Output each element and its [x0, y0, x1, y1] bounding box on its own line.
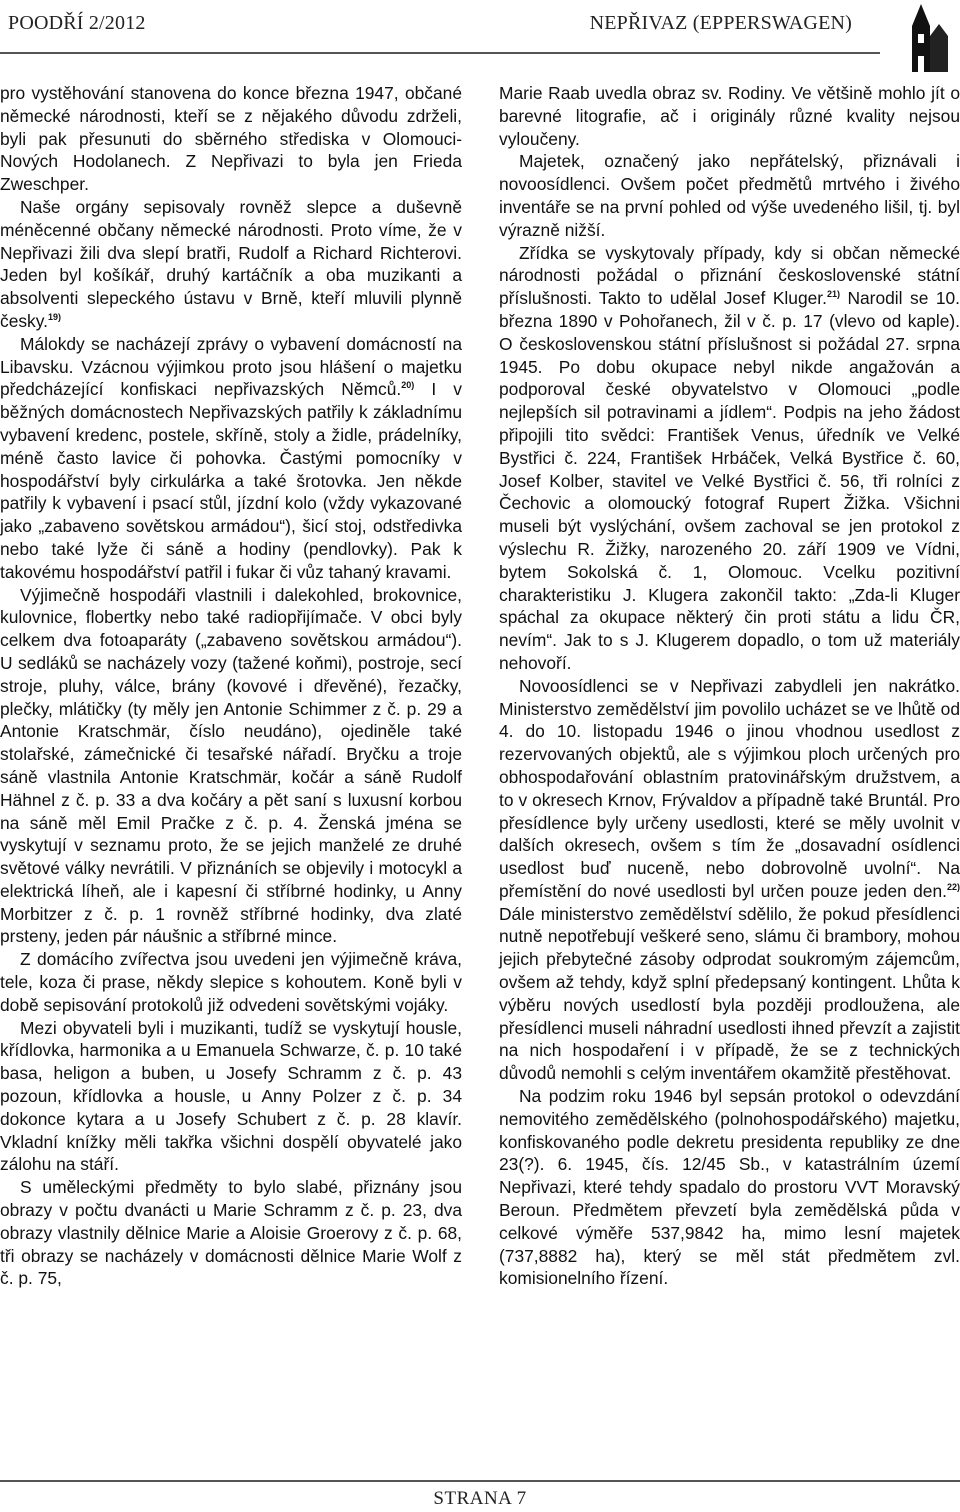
footnote-ref: 20)	[401, 380, 415, 391]
paragraph: Mezi obyvateli byli i muzikanti, tudíž se vyskytují housle, křídlovka, harmonika a u Emanuela Schwarze, č. p. 10 také basa, heligon a buben, u Josefy Schramm z č. p. 43 pozoun, křídlovka a housle, u Anny Polzer z č. p. 34 dokonce kytara a u Josefy Schubert z č. p. 28 klavír. Vkladní knížky měli takřka všichni dospělí obyvatelé jako zálohu na stáří.	[0, 1017, 462, 1175]
right-column	[499, 82, 960, 1290]
article-title: NEPŘIVAZ (EPPERSWAGEN)	[589, 12, 852, 34]
footnote-ref: 22)	[946, 882, 960, 893]
journal-issue: POODŘÍ 2/2012	[8, 12, 146, 34]
paragraph: S uměleckými předměty to bylo slabé, přiznány jsou obrazy v počtu dvanácti u Marie Schramm z č. p. 23, dva obrazy vlastnily dělnice Marie a Aloisie Groerovy z č. p. 68, tři obrazy se nacházely v domácnosti dělnice Marie Wolf z č. p. 75,	[0, 1177, 462, 1289]
paragraph: Naše orgány sepisovaly rovněž slepce a duševně méněcenné občany německé národnosti. Proto víme, že v Nepřivazi žili dva slepí bratři, Rudolf a Richard Richterovi. Jeden byl košíkář, druhý kartáčník a oba muzikanti a absolventi slepeckého ústavu v Brně, kteří mluvili plynně česky.$^{19)}$	[0, 196, 462, 331]
paragraph: Majetek, označený jako nepřátelský, přiznávali i novoosídlenci. Ovšem počet předmětů mrtvého i živého inventáře se na první pohled od výše uvedeného lišil, tj. byl výrazně nižší.	[499, 151, 960, 240]
paragraph: Z domácího zvířectva jsou uvedeni jen výjimečně kráva, tele, koza či prase, někdy slepice s kohoutem. Koně byli v době sepisování protokolů již odvedeni sovětskými vojáky.	[0, 949, 462, 1015]
church-icon	[892, 2, 950, 72]
header-divider	[0, 52, 880, 54]
paragraph: pro vystěhování stanovena do konce března 1947, občané německé národnosti, kteří se z nějakého důvodu zdrželi, byli pak přesunuti do sběrného střediska v Olomouci-Nových Hodolanech. Z Nepřivazi to byla jen Frieda Zweschper.	[0, 83, 462, 195]
paragraph: Málokdy se nacházejí zprávy o vybavení domácností na Libavsku. Vzácnou výjimkou proto jsou hlášení o majetku předcházející konfiskaci nepřivazských Němců.$^{20)}$ I v běžných domácnostech Nepřivazských patřily k základnímu vybavení kredenc, postele, skříně, stoly a židle, prádelníky, méně často lavice či pohovka. Častými pomocníky v hospodářství byly cirkulárka a také šrotovka. Jen někde patřily k vybavení i psací stůl, jízdní kolo (vždy vykazované jako „zabaveno sovětskou armádou“), šicí stoj, odstředivka nebo také lyže či sáně a hodiny (pendlovky). Pak k takovému hospodářství patřil i fukar či vůz tahaný kravami.	[0, 333, 462, 582]
paragraph: Zřídka se vyskytovaly případy, kdy si občan německé národnosti požádal o přiznání československé státní příslušnosti. Takto to udělal Josef Kluger.$^{21)}$ Narodil se 10. března 1890 v Pohořanech, žil v č. p. 17 (vlevo od kaple). O československou státní příslušnost si požádal 27. srpna 1945. Po dobu okupace nebyl nikde angažován a podporoval české obyvatelstvo v Olomouci „podle nejlepších sil potravinami a jídlem“. Podpis na jeho žádost připojili tito svědci: František Venus, úředník ve Velké Bystřici č. 224, František Hrbáček, Velká Bystřice č. 60, Josef Kolber, stavitel ve Velké Bystřici č. 56, tři rolníci z Čechovic a olomoucký fotograf Rupert Žižka. Všichni museli být vyslýchání, ovšem zachoval se jen protokol z výslechu R. Žižky, narozeného 20. září 1909 ve Vídni, bytem Sokolská č. 1, Olomouc. Vcelku pozitivní charakteristiku J. Klugera zakončil takto: „Zda-li Kluger spáchal za okupace některý čin proti státu a lidu ČR, nevím“. Jak to s J. Klugerem dopadlo, o tom už materiály nehovoří.	[499, 242, 960, 673]
paragraph: Marie Raab uvedla obraz sv. Rodiny. Ve většině mohlo jít o barevné litografie, ač i originály různé kvality nejsou vyloučeny.	[499, 83, 960, 149]
footnote-ref: 21)	[826, 289, 840, 300]
paragraph: Na podzim roku 1946 byl sepsán protokol o odevzdání nemovitého zemědělského (polnohospodářského) majetku, konfiskovaného podle dekretu presidenta republiky ze dne 23(?). 6. 1945, čís. 12/45 Sb., v katastrálním území Nepřivazi, které tehdy spadalo do prostoru VVT Moravský Beroun. Předmětem převzetí byla zemědělská půda v celkové výměře 537,9842 ha, mimo lesní majetek (737,8882 ha), který se měl stát předmětem zvl. komisionelního řízení.	[499, 1086, 960, 1289]
page-number: STRANA 7	[433, 1488, 527, 1509]
footnote-ref: 19)	[48, 312, 62, 323]
footer-divider	[0, 1480, 960, 1482]
paragraph: Výjimečně hospodáři vlastnili i dalekohled, brokovnice, kulovnice, flobertky nebo také radiopřijímače. V obci byly celkem dva fotoaparáty („zabaveno sovětskou armádou“). U sedláků se nacházely vozy (tažené koňmi), postroje, secí stroje, pluhy, válce, brány (kovové i dřevěné), řezačky, plečky, mlátičky (ty měly jen Antonie Schimmer z č. p. 29 a Antonie Kratschmär, číslo neudáno), ojediněle také stolařské, zámečnické či tesařské nářadí. Bryčku a troje sáně vlastnila Antonie Kratschmär, kočár a sáně Rudolf Hähnel z č. p. 33 a dva kočáry a pět saní s luxusní korbou na sáně měl Emil Pračke z č. p. 4. Ženská jména se vyskytují v seznamu proto, že se jejich manželé ze druhé světové války nevrátili. V přiznáních se objevily i motocykl a elektrická líheň, ale i kapesní či stříbrné hodinky, u Anny Morbitzer z č. p. 1 rovněž stříbrné hodinky, dva zlaté prsteny, jeden pár náušnic a stříbrné mince.	[0, 584, 462, 947]
paragraph: Novoosídlenci se v Nepřivazi zabydleli jen nakrátko. Ministerstvo zemědělství jim povolilo ucházet se ve lhůtě od 4. do 10. listopadu 1946 o jinou vhodnou usedlost z rezervovaných objektů, ale s výjimkou ploch určených pro obhospodařování oblastním pratovinářským družstvem, a to v okresech Krnov, Frývaldov a případně také Bruntál. Pro přesídlence byly určeny usedlosti, které se měly uvolnit v dalších okresech, ovšem s tím že „dosavadní osídlenci usedlost buď nuceně, nebo dobrovolně uvolní“. Na přemístění do nové usedlosti byl určen pouze jeden den.$^{22)}$ Dále ministerstvo zemědělství sdělilo, že pokud přesídlenci nutně nepotřebují veškeré seno, slámu či brambory, mohou jejich přebytečné zásoby odprodat soukromým zájemcům, ovšem až tehdy, když splní předepsaný kontingent. Lhůta k výběru nových usedlostí byla později prodloužena, ale přesídlenci museli náhradní usedlosti ihned převzít a zajistit na nich hospodaření i v případě, že se z technických důvodů nemohli s celým inventářem okamžitě přestěhovat.	[499, 675, 960, 1084]
page-header	[0, 0, 960, 52]
left-column	[0, 82, 462, 1290]
